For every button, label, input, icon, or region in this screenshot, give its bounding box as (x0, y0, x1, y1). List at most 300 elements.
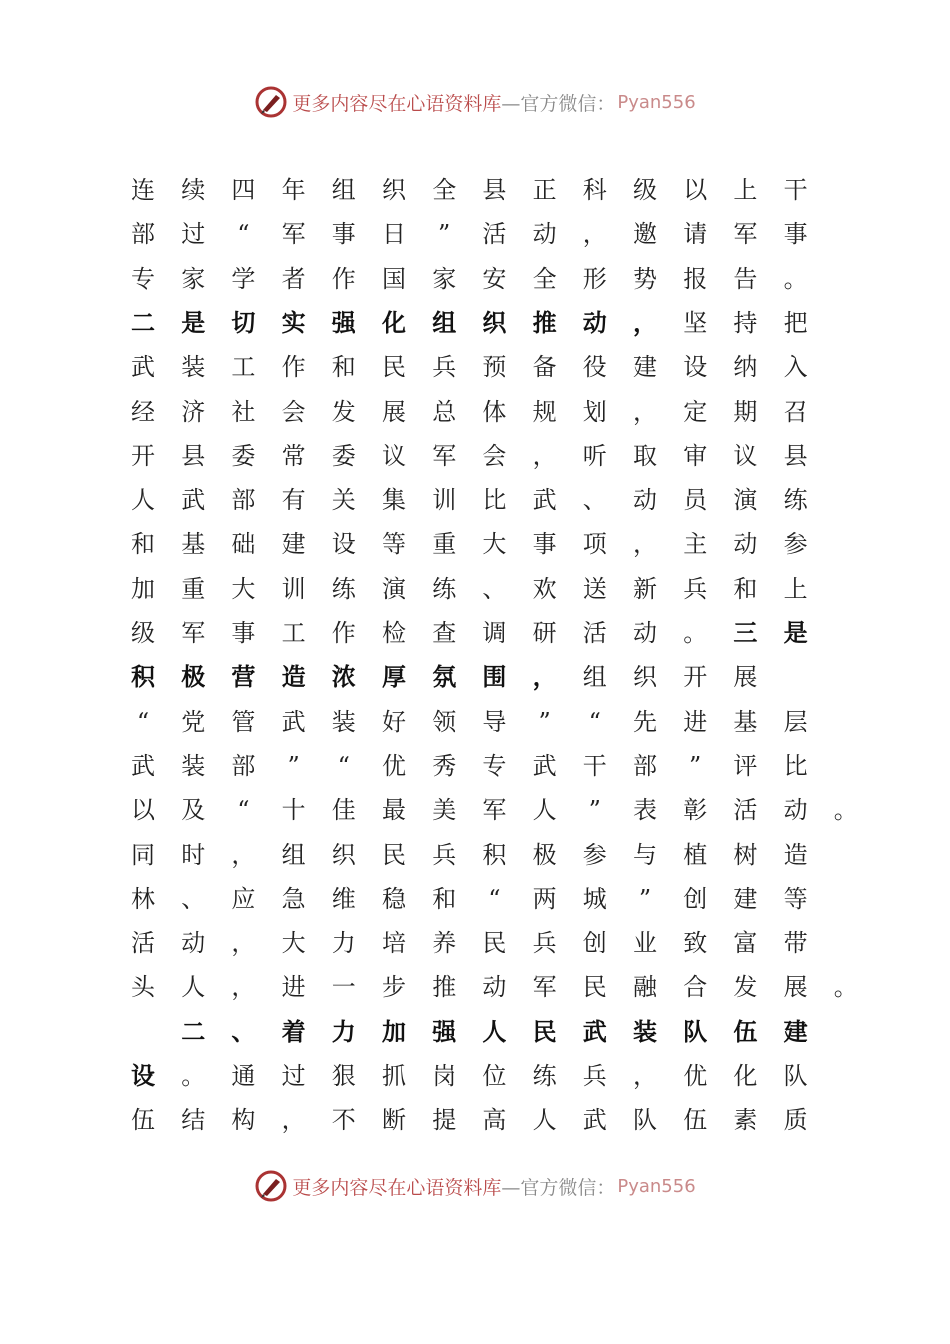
text-char: 装 (181, 353, 206, 382)
header-wechat: Pyan556 (617, 91, 696, 113)
text-char: 最 (382, 796, 406, 825)
text-char: 划 (582, 397, 607, 426)
text-char: 城 (582, 884, 607, 913)
text-char: 、 (582, 486, 607, 515)
text-char: 人 (181, 973, 206, 1002)
text-char: 十 (281, 796, 306, 825)
text-char: 富 (733, 929, 758, 958)
text-char: 告 (733, 264, 758, 293)
text-char: 事 (331, 220, 356, 249)
text-char: 关 (331, 486, 356, 515)
text-char: 民 (482, 929, 507, 958)
text-char: 构 (231, 1106, 256, 1135)
text-char: ” (287, 751, 300, 780)
text-char: 请 (683, 220, 708, 249)
text-char: 设 (131, 1061, 155, 1090)
text-char: 入 (783, 353, 808, 382)
text-char: 动 (181, 929, 206, 958)
text-char: 民 (582, 973, 607, 1002)
text-char: 武 (131, 751, 155, 780)
text-char: ， (231, 840, 256, 869)
text-char: 役 (582, 353, 607, 382)
text-char: 是 (181, 307, 206, 337)
text-char: 人 (532, 1106, 557, 1135)
text-char: 大 (281, 929, 306, 958)
text-char: 实 (281, 307, 306, 337)
text-char: 武 (532, 751, 557, 780)
text-char: 先 (633, 707, 657, 736)
text-char: 民 (382, 353, 406, 382)
text-char: ， (582, 220, 607, 249)
text-char: ” (438, 220, 451, 249)
text-char: 武 (532, 486, 557, 515)
text-char: 民 (532, 1016, 557, 1046)
text-char: 四 (231, 176, 256, 204)
text-char: 、 (482, 574, 507, 603)
text-char: 强 (331, 307, 356, 337)
text-char: 稳 (382, 884, 406, 913)
text-char: 二 (131, 307, 155, 337)
text-char: 养 (432, 929, 457, 958)
text-char: 素 (733, 1106, 758, 1135)
text-char: 力 (331, 929, 356, 958)
text-char: 开 (131, 441, 155, 470)
text-char: 兵 (432, 353, 457, 382)
text-char: 加 (131, 574, 155, 603)
text-char: 发 (733, 973, 758, 1002)
text-char: 植 (683, 840, 708, 869)
text-char: 作 (331, 264, 356, 293)
text-char: “ (237, 796, 250, 825)
text-char: 全 (532, 264, 557, 293)
text-char: “ (337, 751, 350, 780)
text-char: 集 (382, 486, 406, 515)
text-char: 国 (382, 264, 406, 293)
text-char: 年 (281, 176, 306, 204)
text-char: ， (633, 397, 657, 426)
text-char: 进 (281, 973, 306, 1002)
text-char: 级 (633, 176, 657, 204)
text-char: 规 (532, 397, 557, 426)
text-char: 础 (231, 530, 256, 559)
text-char: 县 (783, 441, 808, 470)
text-char: 造 (281, 662, 306, 692)
text-char: 过 (281, 1062, 306, 1090)
text-char: 会 (482, 441, 507, 470)
text-char: 练 (532, 1062, 557, 1090)
text-char: 活 (733, 796, 758, 825)
text-char: 军 (733, 220, 758, 249)
text-char: 工 (231, 353, 256, 382)
text-char: 带 (783, 929, 808, 958)
text-char: 审 (683, 441, 708, 470)
text-char: 两 (532, 884, 557, 913)
text-char: 和 (733, 574, 758, 603)
text-char: 取 (633, 441, 657, 470)
text-char: 员 (683, 486, 708, 515)
text-char: 听 (582, 441, 607, 470)
text-char: ， (633, 530, 657, 559)
text-char: 织 (633, 663, 657, 692)
text-char: 体 (482, 397, 507, 426)
text-char: 设 (331, 530, 356, 559)
text-char: 会 (281, 397, 306, 426)
text-char: 练 (432, 574, 457, 603)
text-char: 强 (432, 1016, 457, 1046)
text-char: 织 (482, 307, 507, 337)
text-char: 着 (281, 1016, 306, 1046)
text-char: 林 (131, 884, 155, 913)
text-char: 经 (131, 397, 155, 426)
text-char: 有 (281, 486, 306, 515)
text-char: 和 (131, 530, 155, 559)
text-char: ， (633, 1062, 657, 1090)
text-char: 预 (482, 353, 507, 382)
text-char: 议 (382, 441, 406, 470)
text-char: 和 (331, 353, 356, 382)
text-char: 极 (181, 662, 206, 692)
text-char: 发 (331, 397, 356, 426)
text-char: 营 (231, 662, 256, 692)
text-char: 检 (382, 619, 406, 647)
text-char: 切 (231, 307, 256, 337)
text-char: 伍 (733, 1016, 758, 1046)
text-char: 级 (131, 619, 155, 647)
text-char: 建 (733, 884, 758, 913)
text-char: 党 (181, 707, 206, 736)
text-char: 加 (382, 1016, 406, 1046)
text-char: 人 (482, 1016, 507, 1046)
text-char: 家 (432, 264, 457, 293)
text-char: 优 (382, 751, 406, 780)
text-char: 好 (382, 707, 406, 736)
text-char: 军 (532, 973, 557, 1002)
text-char: 展 (382, 397, 406, 426)
text-char: 动 (532, 220, 557, 249)
text-char: 演 (382, 574, 406, 603)
text-char: 建 (783, 1016, 808, 1046)
footer-wechat: Pyan556 (617, 1175, 696, 1197)
text-char: 。 (833, 796, 858, 825)
text-char: ” (538, 707, 551, 736)
text-char: 织 (382, 176, 406, 204)
text-char: “ (136, 707, 150, 736)
text-char: 军 (181, 619, 206, 647)
text-char: 研 (532, 619, 557, 647)
text-char: 持 (733, 308, 758, 337)
text-char: 厚 (382, 662, 406, 692)
text-char: 积 (131, 662, 155, 692)
text-char: “ (588, 707, 601, 736)
text-char: 演 (733, 486, 758, 515)
text-char: 人 (131, 486, 155, 515)
text-char: 及 (181, 796, 206, 825)
text-char: 美 (432, 796, 457, 825)
text-char: 查 (432, 619, 457, 647)
text-char: 领 (432, 707, 457, 736)
text-char: 抓 (382, 1062, 406, 1090)
text-char: 质 (783, 1106, 808, 1135)
text-char: 兵 (582, 1062, 607, 1090)
text-char: 上 (783, 574, 808, 603)
text-char: 伍 (131, 1106, 155, 1135)
text-char: 高 (482, 1106, 507, 1135)
text-char: 作 (281, 353, 306, 382)
text-char: 佳 (331, 796, 356, 825)
text-char: 和 (432, 884, 457, 913)
text-char: 重 (181, 574, 206, 603)
text-char: 维 (331, 884, 356, 913)
text-char: 步 (382, 973, 406, 1002)
text-char: 训 (281, 574, 306, 603)
text-char: 评 (733, 751, 758, 780)
text-char: 常 (281, 441, 306, 470)
text-char: 报 (683, 264, 708, 293)
text-char: ” (689, 751, 702, 780)
text-char: 学 (231, 264, 256, 293)
text-char: 新 (633, 574, 657, 603)
text-char: 造 (783, 840, 808, 869)
text-char: 优 (683, 1062, 708, 1090)
text-char: 欢 (532, 574, 557, 603)
text-char: 民 (382, 840, 406, 869)
text-char: 坚 (683, 308, 708, 337)
text-char: 大 (482, 530, 507, 559)
text-char: ， (231, 973, 256, 1002)
text-char: 极 (532, 840, 557, 869)
text-char: 。 (181, 1062, 206, 1090)
text-char: 推 (432, 973, 457, 1002)
footer-text: 更多内容尽在心语资料库 (292, 1176, 502, 1199)
text-char: 组 (582, 663, 607, 692)
text-char: 部 (633, 751, 657, 780)
text-char: 全 (432, 176, 457, 204)
text-char: 比 (783, 751, 808, 780)
text-char: 把 (783, 308, 808, 337)
text-char: 急 (281, 884, 306, 913)
text-char: 与 (633, 840, 657, 869)
text-char: 层 (783, 707, 808, 736)
text-char: 动 (633, 486, 657, 515)
text-char: 兵 (532, 929, 557, 958)
text-char: 装 (331, 707, 356, 736)
text-char: 兵 (683, 574, 708, 603)
text-char: 队 (633, 1106, 657, 1135)
text-char: 组 (432, 307, 457, 337)
text-char: 军 (281, 220, 306, 249)
text-char: 武 (582, 1016, 607, 1046)
text-char: 者 (281, 264, 306, 293)
text-char: “ (488, 884, 501, 913)
text-char: 头 (131, 973, 155, 1002)
footer-watermark (0, 1166, 950, 1206)
text-char: 军 (482, 796, 507, 825)
text-char: 断 (382, 1106, 406, 1135)
text-char: 。 (683, 619, 708, 647)
text-char: 武 (281, 707, 306, 736)
text-char: 部 (231, 486, 256, 515)
text-char: 围 (482, 662, 507, 692)
text-char: 装 (181, 751, 206, 780)
text-char: 纳 (733, 353, 758, 382)
text-char: 活 (131, 929, 155, 958)
text-char: 融 (633, 973, 657, 1002)
text-char: 动 (783, 796, 808, 825)
text-char: 组 (331, 176, 356, 204)
text-char: 不 (331, 1106, 356, 1135)
text-char: 基 (733, 707, 758, 736)
text-char: 位 (482, 1062, 507, 1090)
text-char: 训 (432, 486, 457, 515)
text-char: 狠 (331, 1062, 356, 1090)
text-char: 组 (281, 840, 306, 869)
text-char: 培 (382, 929, 406, 958)
header-dash: —官方微信： (501, 92, 616, 115)
text-char: 议 (733, 441, 758, 470)
text-char: 练 (331, 574, 356, 603)
text-char: 等 (783, 884, 808, 913)
text-char: 日 (382, 220, 406, 249)
text-char: 、 (181, 884, 206, 913)
text-char: 装 (633, 1016, 657, 1046)
text-char: 干 (783, 176, 808, 204)
text-char: 科 (582, 176, 607, 204)
text-char: 工 (281, 619, 306, 647)
text-char: 事 (231, 619, 256, 647)
text-char: 以 (131, 796, 155, 825)
text-char: ， (532, 441, 557, 470)
text-char: 导 (482, 707, 507, 736)
text-char: 队 (783, 1062, 808, 1090)
text-char: 建 (281, 530, 306, 559)
text-char: 事 (532, 530, 557, 559)
text-char: 创 (683, 884, 708, 913)
text-char: 县 (181, 441, 206, 470)
text-char: 正 (532, 176, 557, 204)
text-char: 委 (231, 441, 256, 470)
text-char: 展 (733, 663, 758, 692)
text-char: 主 (683, 530, 708, 559)
text-char: 委 (331, 441, 356, 470)
text-char: 家 (181, 264, 206, 293)
text-char: 岗 (432, 1062, 457, 1090)
text-char: 推 (532, 307, 557, 337)
text-char: 动 (482, 973, 507, 1002)
text-char: 。 (783, 264, 808, 293)
text-char: 队 (683, 1016, 708, 1046)
text-char: 等 (382, 530, 406, 559)
text-char: 续 (181, 176, 206, 204)
footer-dash: —官方微信： (501, 1176, 616, 1199)
text-char: 通 (231, 1062, 256, 1090)
text-char: 练 (783, 486, 808, 515)
text-char: 部 (131, 220, 155, 249)
header-text: 更多内容尽在心语资料库 (292, 92, 502, 115)
text-char: 化 (382, 307, 406, 337)
text-char: 是 (783, 618, 808, 647)
text-char: ， (231, 929, 256, 958)
text-char: 动 (633, 619, 657, 647)
text-char: 参 (582, 840, 607, 869)
text-char: 项 (582, 530, 607, 559)
text-char: 二 (181, 1016, 206, 1046)
pen-logo-icon (254, 1169, 288, 1203)
text-char: 化 (733, 1062, 758, 1090)
text-char: 调 (482, 619, 507, 647)
text-char: 济 (181, 397, 206, 426)
text-char: “ (237, 220, 250, 249)
text-char: 送 (582, 574, 607, 603)
text-char: 活 (582, 619, 607, 647)
text-char: 武 (181, 486, 206, 515)
text-char: 县 (482, 176, 507, 204)
text-char: 比 (482, 486, 507, 515)
text-char: 过 (181, 220, 206, 249)
text-char: 上 (733, 176, 758, 204)
text-char: 一 (331, 973, 356, 1002)
text-char: 同 (131, 840, 155, 869)
text-char: 。 (833, 973, 858, 1002)
text-char: 形 (582, 264, 607, 293)
text-char: 部 (231, 751, 256, 780)
text-char: 致 (683, 929, 708, 958)
text-char: 创 (582, 929, 607, 958)
text-char: 兵 (432, 840, 457, 869)
text-char: ， (633, 307, 657, 337)
text-char: 军 (432, 441, 457, 470)
text-char: 积 (482, 840, 507, 869)
text-char: 、 (231, 1016, 256, 1046)
text-char: 提 (432, 1106, 457, 1135)
text-char: 动 (582, 307, 607, 337)
text-char: 彰 (683, 796, 708, 825)
text-char: 以 (683, 176, 708, 204)
text-char: 氛 (432, 662, 457, 692)
text-char: 力 (331, 1016, 356, 1046)
text-char: 活 (482, 220, 507, 249)
text-char: 业 (633, 929, 657, 958)
text-char: 重 (432, 530, 457, 559)
text-char: 总 (432, 397, 457, 426)
text-char: 备 (532, 353, 557, 382)
text-char: 人 (532, 796, 557, 825)
text-char: 建 (633, 353, 657, 382)
text-char: 时 (181, 840, 206, 869)
text-char: 树 (733, 840, 758, 869)
text-char: 设 (683, 353, 708, 382)
text-char: 合 (683, 973, 708, 1002)
text-char: ， (281, 1106, 306, 1135)
text-char: 专 (131, 264, 155, 293)
text-char: ” (588, 796, 601, 825)
text-char: 表 (633, 796, 657, 825)
text-char: 大 (231, 574, 256, 603)
text-char: ” (638, 884, 652, 913)
text-char: 邀 (633, 220, 657, 249)
text-char: 展 (783, 973, 808, 1002)
text-char: 开 (683, 663, 708, 692)
text-char: 浓 (331, 662, 356, 692)
text-char: 织 (331, 840, 356, 869)
text-char: 期 (733, 397, 758, 426)
text-char: 势 (633, 264, 657, 293)
text-char: 武 (131, 353, 155, 382)
text-char: 社 (231, 397, 256, 426)
text-char: 安 (482, 264, 507, 293)
text-char: 连 (131, 176, 155, 204)
text-char: 定 (683, 397, 708, 426)
text-char: 专 (482, 751, 507, 780)
